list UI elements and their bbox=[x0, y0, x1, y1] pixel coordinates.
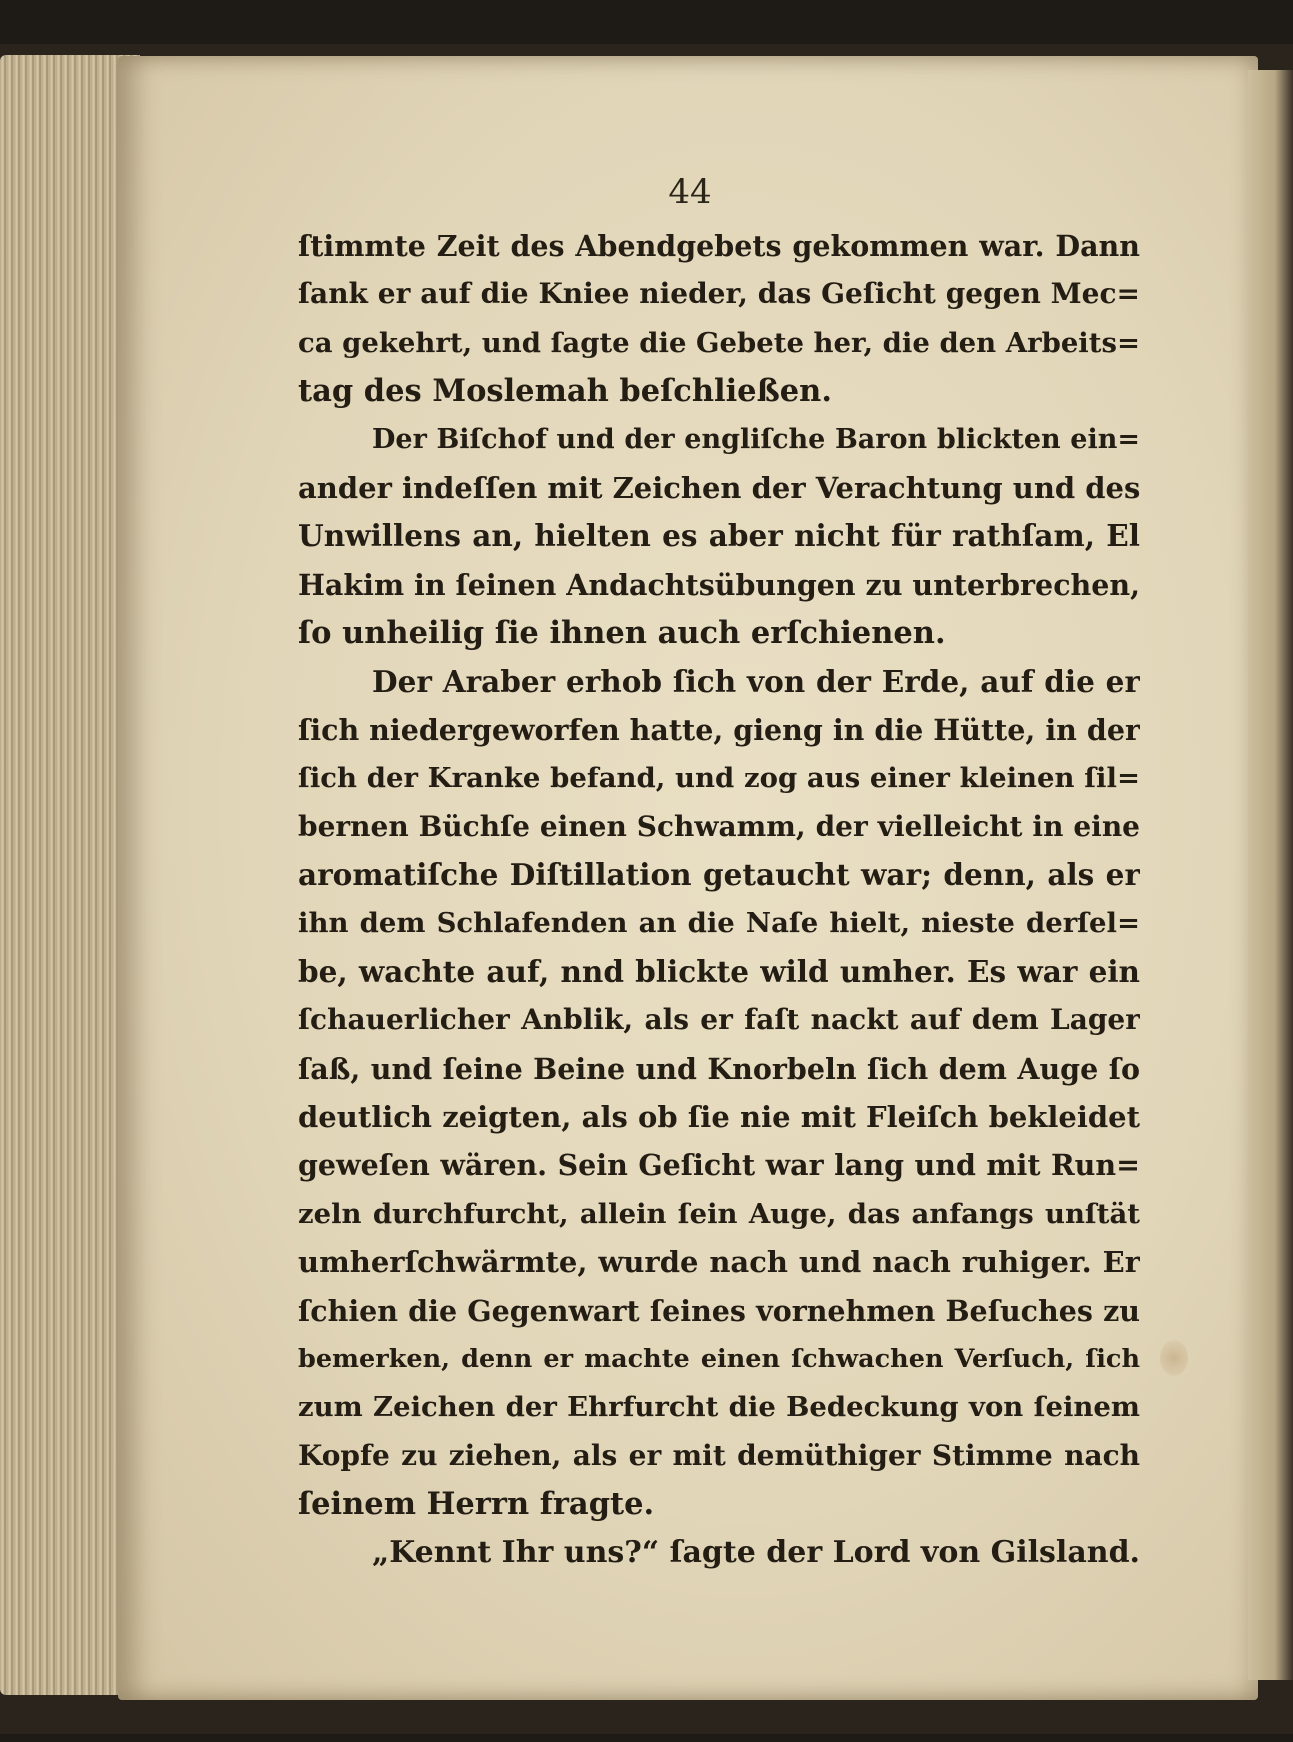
text-line: Hakim in ſeinen Andachtsübungen zu unterbrechen, bbox=[298, 567, 1140, 602]
text-line: Unwillens an, hielten es aber nicht für rathſam, El bbox=[298, 518, 1140, 554]
text-line: ca gekehrt, und ſagte die Gebete her, die den Arbeits= bbox=[298, 326, 1140, 359]
text-line: umherſchwärmte, wurde nach und nach ruhiger. Er bbox=[298, 1245, 1140, 1280]
body-text bbox=[298, 222, 1140, 1577]
text-line: ander indeſſen mit Zeichen der Verachtung und des bbox=[298, 470, 1140, 505]
text-line: deutlich zeigten, als ob ſie nie mit Fleiſch bekleidet bbox=[298, 1100, 1140, 1135]
text-line: bemerken, denn er machte einen ſchwachen Verſuch, ſich bbox=[298, 1343, 1140, 1374]
text-line: ſaß, und ſeine Beine und Knorbeln ſich dem Auge ſo bbox=[298, 1051, 1140, 1086]
text-line: be, wachte auf, nnd blickte wild umher. Es war ein bbox=[298, 953, 1140, 989]
text-line: bernen Büchſe einen Schwamm, der vielleicht in eine bbox=[298, 809, 1140, 843]
stain bbox=[1160, 1340, 1188, 1376]
text-line: ſchauerlicher Anblik, als er faſt nackt auf dem Lager bbox=[298, 1003, 1140, 1037]
text-line: ſtimmte Zeit des Abendgebets gekommen war. Dann bbox=[298, 229, 1140, 263]
text-line: ſeinem Herrn fragte. bbox=[298, 1486, 655, 1523]
text-line: ihn dem Schlafenden an die Naſe hielt, nieste derſel= bbox=[298, 907, 1140, 940]
text-line: ſchien die Gegenwart ſeines vornehmen Beſuches zu bbox=[298, 1293, 1140, 1328]
text-line: tag des Moslemah beſchließen. bbox=[298, 373, 832, 410]
text-line: aromatiſche Diſtillation getaucht war; denn, als er bbox=[298, 857, 1140, 893]
text-line: Der Biſchof und der engliſche Baron blickten ein= bbox=[372, 423, 1140, 455]
text-line: ſich der Kranke befand, und zog aus einer kleinen ſil= bbox=[298, 762, 1140, 795]
text-line: ſank er auf die Kniee nieder, das Geſicht gegen Mec= bbox=[298, 277, 1140, 311]
text-line: „Kennt Ihr uns?“ ſagte der Lord von Gilsland. bbox=[372, 1534, 1140, 1570]
text-line: ſich niedergeworfen hatte, gieng in die Hütte, in der bbox=[298, 712, 1140, 747]
text-line: Kopfe zu ziehen, als er mit demüthiger Stimme nach bbox=[298, 1438, 1140, 1472]
text-line: zum Zeichen der Ehrfurcht die Bedeckung von ſeinem bbox=[298, 1391, 1140, 1424]
text-line: zeln durchfurcht, allein ſein Auge, das anfangs unſtät bbox=[298, 1197, 1140, 1230]
text-line: Der Araber erhob ſich von der Erde, auf die er bbox=[372, 663, 1140, 699]
page-number: 44 bbox=[668, 172, 712, 212]
text-line: geweſen wären. Sein Geſicht war lang und mit Run= bbox=[298, 1148, 1140, 1183]
next-page-edge bbox=[1248, 70, 1293, 1680]
text-line: ſo unheilig ſie ihnen auch erſchienen. bbox=[298, 615, 946, 652]
